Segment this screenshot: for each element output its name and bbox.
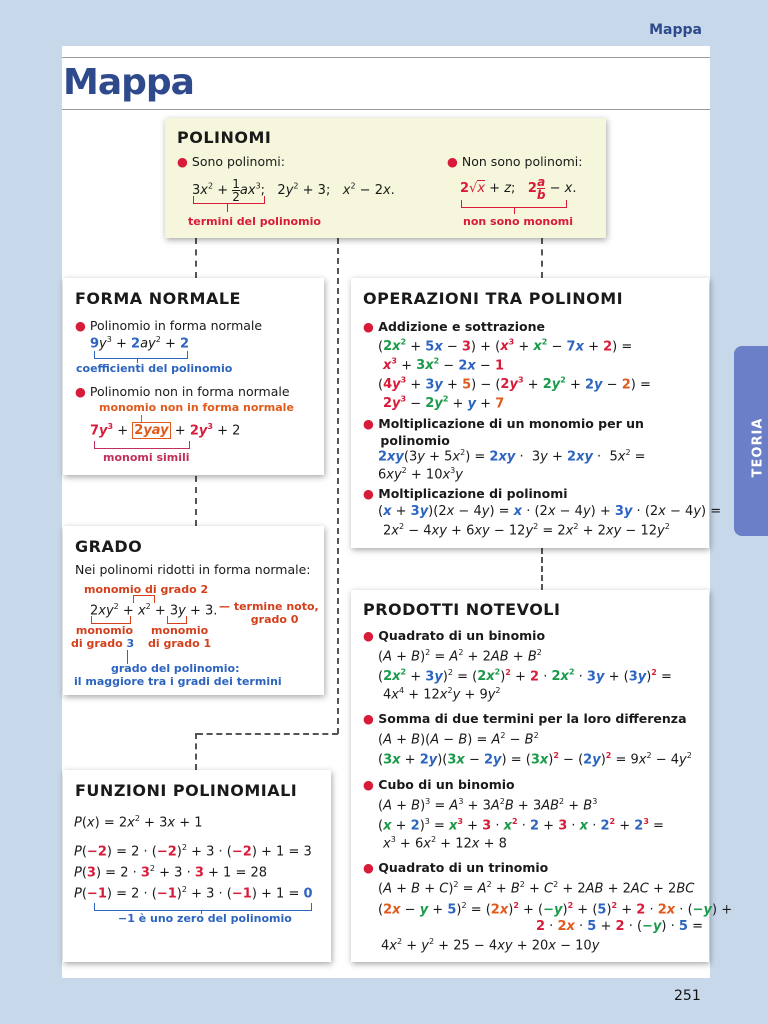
pn-sub4: Quadrato di un trinomio xyxy=(378,860,549,875)
connector xyxy=(197,733,338,735)
title-rule xyxy=(62,109,710,110)
forma-normale-box xyxy=(63,278,324,475)
pn-sub2-row: ● Somma di due termini per la loro differenza xyxy=(363,711,687,726)
pn-expr3c: $x^3 + 6x^2 + 12x + 8$ xyxy=(383,835,507,852)
grado-heading: GRADO xyxy=(75,537,143,556)
bracket xyxy=(133,595,155,603)
funzioni-ex3: $P(-1) = 2 \cdot (-1)^2 + 3 \cdot (-1) + 1 = 0$ xyxy=(74,885,313,902)
op-sub1-row: ● Addizione e sottrazione xyxy=(363,319,545,334)
fn-expr1: $9y^3 + 2ay^2 + 2$ xyxy=(90,335,190,352)
bracket xyxy=(94,903,312,911)
side-tab-label-wrap xyxy=(742,417,766,480)
grado-note-top: monomio di grado 2 xyxy=(84,583,209,596)
prodotti-heading: PRODOTTI NOTEVOLI xyxy=(363,600,561,619)
connector xyxy=(195,476,197,526)
fn-line1-row: ● Polinomio in forma normale xyxy=(75,318,263,333)
sono-label-row: ● Sono polinomi: xyxy=(177,154,285,169)
connector xyxy=(195,733,197,770)
op-sub2-row: ● Moltiplicazione di un monomio per un polinomio xyxy=(363,416,644,448)
grado-note-bottom1: grado del polinomio: xyxy=(111,662,240,675)
grado-note-mid: monomio di grado 1 xyxy=(148,624,212,650)
op-expr1b: $x^3 + 3x^2 - 2x - 1$ xyxy=(383,357,504,374)
pn-sub3: Cubo di un binomio xyxy=(378,777,515,792)
non-label: Non sono polinomi: xyxy=(461,154,583,169)
fn-line1: Polinomio in forma normale xyxy=(89,318,263,333)
non-note: non sono monomi xyxy=(463,215,574,228)
bracket xyxy=(94,351,188,359)
bracket xyxy=(461,200,567,208)
grado-note-right: — termine noto, grado 0 xyxy=(219,600,319,626)
connector xyxy=(541,548,543,590)
pn-sub3-row: ● Cubo di un binomio xyxy=(363,777,515,792)
funzioni-heading: FUNZIONI POLINOMIALI xyxy=(75,781,298,800)
section-label: Mappa xyxy=(649,22,702,38)
bracket-stem xyxy=(514,208,515,214)
header-rule xyxy=(62,57,710,58)
forma-normale-heading: FORMA NORMALE xyxy=(75,289,241,308)
fn-note1: coefficienti del polinomio xyxy=(76,362,233,375)
pn-expr4b: $(2x - y + 5)^2 = (2x)^2 + (-y)^2 + (5)^2 + 2 \cdot 2x \cdot (-y)$ + xyxy=(378,901,733,918)
grado-note-left: monomio di grado 3 xyxy=(71,624,135,650)
polinomi-box xyxy=(165,118,606,238)
op-expr3a: (x + 3y)(2x − 4y) = x · (2x − 4y) + 3y · (2x − 4y) = xyxy=(378,504,722,519)
grado-expr: $2xy^2 + x^2 + 3y + 3$. xyxy=(90,602,218,619)
side-tab-label: TEORIA xyxy=(750,417,766,478)
pn-expr4c: 2 · 2x · 5 + 2 · (−y) · 5 = xyxy=(536,919,703,934)
pn-sub1: Quadrato di un binomio xyxy=(378,628,546,643)
op-expr3b: $2x^2 - 4xy + 6xy - 12y^2 = 2x^2 + 2xy - 12y^2$ xyxy=(383,522,670,539)
pn-expr4a: $(A + B + C)^2 = A^2 + B^2 + C^2 + 2AB + 2AC + 2BC$ xyxy=(378,880,695,897)
pn-expr2a: $(A + B)(A - B) = A^2 - B^2$ xyxy=(378,731,539,748)
funzioni-box xyxy=(63,770,331,962)
sono-note: termini del polinomio xyxy=(188,215,321,228)
pn-expr1c: $4x^4 + 12x^2y + 9y^2$ xyxy=(383,686,501,703)
bracket-stem xyxy=(141,415,142,423)
op-sub2: Moltiplicazione di un monomio per un polinomio xyxy=(363,416,644,448)
sono-examples: $3x^2$ + $\frac{1}{2}$ $ax^3$; $2y^2 + 3$; $x^2 - 2x$. xyxy=(192,177,395,204)
fn-note2a: monomio non in forma normale xyxy=(99,401,294,414)
fn-line2: Polinomio non in forma normale xyxy=(89,384,290,399)
pn-expr1a: $(A + B)^2 = A^2 + 2AB + B^2$ xyxy=(378,648,542,665)
op-sub3-row: ● Moltiplicazione di polinomi xyxy=(363,486,568,501)
funzioni-ex2: $P(3) = 2 \cdot 3^2 + 3 \cdot 3 + 1 = 28$ xyxy=(74,864,268,881)
pn-sub1-row: ● Quadrato di un binomio xyxy=(363,628,546,643)
top-band xyxy=(62,0,710,46)
bracket xyxy=(94,441,190,449)
connector xyxy=(541,238,543,278)
bracket-stem xyxy=(227,204,228,212)
bracket xyxy=(91,616,131,624)
connector xyxy=(195,238,197,278)
pn-sub2: Somma di due termini per la loro differenza xyxy=(378,711,687,726)
prodotti-box xyxy=(351,590,733,962)
fn-note2b: monomi simili xyxy=(103,451,190,464)
op-expr1c: $(4y^3 + 3y + 5) - (2y^3 + 2y^2 + 2y - 2)$ = xyxy=(378,376,651,393)
op-expr2a: $2xy(3y + 5x^2) = 2xy \cdot 3y + 2xy \cdot 5x^2$ = xyxy=(378,448,646,465)
grado-intro: Nei polinomi ridotti in forma normale: xyxy=(75,562,311,577)
non-examples: 2√x + z; 2 $\frac{a}{b}$ − x. xyxy=(460,175,577,202)
pn-expr1b: $(2x^2 + 3y)^2 = (2x^2)^2 + 2 \cdot 2x^2 \cdot 3y + (3y)^2$ = xyxy=(378,668,672,685)
funzioni-def: $P(x) = 2x^2 + 3x + 1$ xyxy=(74,814,203,831)
grado-note-bottom2: il maggiore tra i gradi dei termini xyxy=(74,675,282,688)
page-number: 251 xyxy=(674,988,701,1004)
non-label-row: ● Non sono polinomi: xyxy=(447,154,583,169)
pn-sub4-row: ● Quadrato di un trinomio xyxy=(363,860,549,875)
operazioni-heading: OPERAZIONI TRA POLINOMI xyxy=(363,289,624,308)
operazioni-box xyxy=(351,278,722,548)
connector xyxy=(337,238,339,734)
page-title: Mappa xyxy=(63,62,194,103)
pn-expr3a: $(A + B)^3 = A^3 + 3A^2B + 3AB^2 + B^3$ xyxy=(378,797,598,814)
funzioni-ex1: $P(-2) = 2 \cdot (-2)^2 + 3 \cdot (-2) + 1 = 3$ xyxy=(74,843,312,860)
grado-box xyxy=(63,526,324,695)
pn-expr2b: $(3x + 2y)(3x - 2y) = (3x)^2 - (2y)^2 = 9x^2 - 4y^2$ xyxy=(378,751,692,768)
op-expr1d: $2y^3 - 2y^2 + y + 7$ xyxy=(383,395,505,412)
fn-expr2: $7y^3 + 2yay + 2y^3 + 2$ xyxy=(90,422,241,439)
op-expr1a: $(2x^2 + 5x - 3) + (x^3 + x^2 - 7x + 2)$ = xyxy=(378,338,633,355)
pn-expr3b: $(x + 2)^3 = x^3 + 3 \cdot x^2 \cdot 2 + 3 \cdot x \cdot 2^2 + 2^3$ = xyxy=(378,817,664,834)
sono-label: Sono polinomi: xyxy=(191,154,285,169)
fn-line2-row: ● Polinomio non in forma normale xyxy=(75,384,290,399)
op-sub3: Moltiplicazione di polinomi xyxy=(378,486,568,501)
bracket xyxy=(193,196,265,204)
polinomi-heading: POLINOMI xyxy=(177,128,272,147)
bracket xyxy=(167,616,187,624)
bottom-band xyxy=(62,978,710,1024)
pn-expr4d: $4x^2 + y^2 + 25 - 4xy + 20x - 10y$ xyxy=(381,937,600,954)
op-sub1: Addizione e sottrazione xyxy=(378,319,545,334)
op-expr2b: $6xy^2 + 10x^3y$ xyxy=(378,466,463,483)
funzioni-note: −1 è uno zero del polinomio xyxy=(118,912,292,925)
